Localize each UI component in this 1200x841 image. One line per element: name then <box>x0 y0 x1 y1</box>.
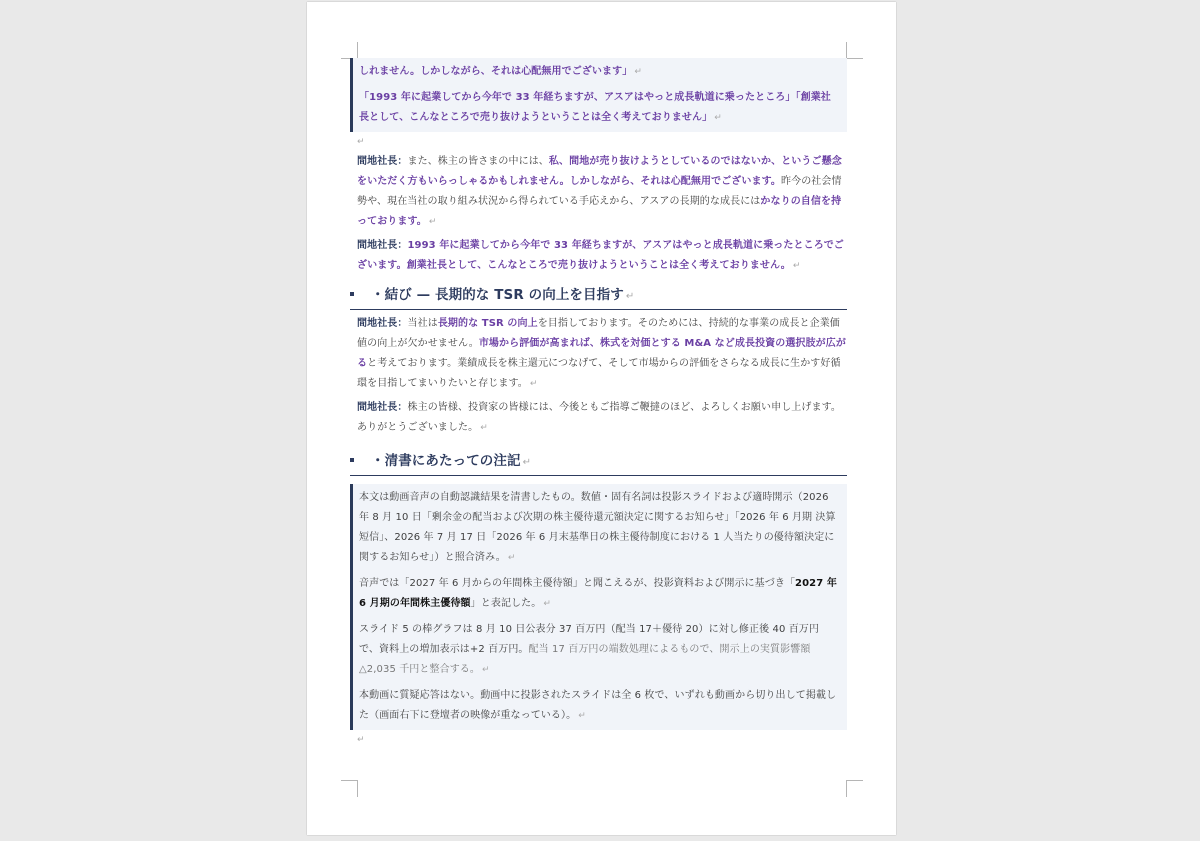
note-paragraph: 音声では「2027 年 6 月からの年間株主優待額」と聞こえるが、投影資料および開示に基づき「2027 年 6 月期の年間株主優待額」と表記した。 ↵ <box>359 578 837 609</box>
note-paragraph: 本動画に質疑応答はない。動画中に投影されたスライドは全 6 枚で、いずれも動画から切り出して掲載した（画面右下に登壇者の映像が重なっている）。 ↵ <box>359 690 837 721</box>
speaker-label: 間地社長： <box>357 156 408 167</box>
paragraph-mark: ↵ <box>522 457 532 468</box>
paragraph-mark: ↵ <box>507 553 516 563</box>
crop-mark-bottom-left <box>341 780 358 797</box>
section-heading-closing: ・結び — 長期的な TSR の向上を目指す ↵ <box>350 284 847 310</box>
quote-block-1 <box>350 58 847 132</box>
paragraph-mark: ↵ <box>625 291 635 302</box>
heading-bullet-icon <box>350 292 354 296</box>
note-paragraph: スライド 5 の棒グラフは 8 月 10 日公表分 37 百万円（配当 17＋優待 20）に対し修正後 40 百万円で、資料上の増加表示は+2 百万円。配当 17 百万円の端数処理によるもので、開示上の実質影響額△2,035 千円と整合する。 ↵ <box>359 624 819 675</box>
speech-paragraph: 間地社長：当社は長期的な TSR の向上を目指しております。そのためには、持続的な事業の成長と企業価値の向上が欠かせません。市場から評価が高まれば、株式を対価とする M&A など成長投資の選択肢が広がると考えております。業績成長を株主還元につなげて、そして市場からの評価をさらなる成長に生かす好循環を目指してまいりたいと存じます。 ↵ <box>357 318 846 389</box>
speaker-label: 間地社長： <box>357 318 408 329</box>
heading-bullet-icon <box>350 458 354 462</box>
speech-paragraph: 間地社長：株主の皆様、投資家の皆様には、今後ともご指導ご鞭撻のほど、よろしくお願い申し上げます。ありがとうございました。 ↵ <box>357 402 841 433</box>
paragraph-mark: ↵ <box>792 261 801 271</box>
empty-paragraph: ↵ <box>357 137 365 147</box>
crop-mark-bottom-right <box>846 780 863 797</box>
document-page <box>307 2 896 835</box>
quote-paragraph: 「1993 年に起業してから今年で 33 年経ちますが、アスアはやっと成長軌道に乗ったところ」「創業社長として、こんなところで売り抜けようということは全く考えておりません」 ↵ <box>359 92 831 123</box>
paragraph-mark: ↵ <box>634 67 642 77</box>
speech-block-1 <box>350 152 847 276</box>
notes-block <box>350 484 847 730</box>
crop-mark-top-right <box>846 42 863 59</box>
document-body[interactable] <box>350 58 847 750</box>
speech-paragraph: 間地社長：また、株主の皆さまの中には、私、間地が売り抜けようとしているのではないか、というご懸念をいただく方もいらっしゃるかもしれません。しかしながら、それは心配無用でございます。昨今の社会情勢や、現在当社の取り組み状況から得られている手応えから、アスアの長期的な成長にはかなりの自信を持っております。 ↵ <box>357 156 842 227</box>
paragraph-mark: ↵ <box>543 599 551 609</box>
note-paragraph: 本文は動画音声の自動認識結果を清書したもの。数値・固有名詞は投影スライドおよび適時開示（2026 年 8 月 10 日「剰余金の配当および次期の株主優待還元額決定に関するお知らせ」「2026 年 6 月期 決算短信」、2026 年 7 月 17 日「2026 年 6 月末基準日の株主優待制度における 1 人当たりの優待額決定に関するお知らせ」）と照合済み。 ↵ <box>359 492 836 563</box>
paragraph-mark: ↵ <box>529 379 538 389</box>
paragraph-mark: ↵ <box>428 217 437 227</box>
speech-block-2 <box>350 314 847 438</box>
quote-paragraph: しれません。しかしながら、それは心配無用でございます」 ↵ <box>359 66 642 77</box>
speaker-label: 間地社長： <box>357 240 408 251</box>
paragraph-mark: ↵ <box>578 711 586 721</box>
speaker-label: 間地社長： <box>357 402 408 413</box>
paragraph-mark: ↵ <box>482 665 490 675</box>
empty-paragraph: ↵ <box>357 735 365 745</box>
paragraph-mark: ↵ <box>714 113 722 123</box>
paragraph-mark: ↵ <box>480 423 488 433</box>
section-heading-notes: ・清書にあたっての注記 ↵ <box>350 450 847 476</box>
crop-mark-top-left <box>341 42 358 59</box>
speech-paragraph: 間地社長：1993 年に起業してから今年で 33 年経ちますが、アスアはやっと成長軌道に乗ったところでございます。創業社長として、こんなところで売り抜けようということは全く考えておりません。 ↵ <box>357 240 844 271</box>
